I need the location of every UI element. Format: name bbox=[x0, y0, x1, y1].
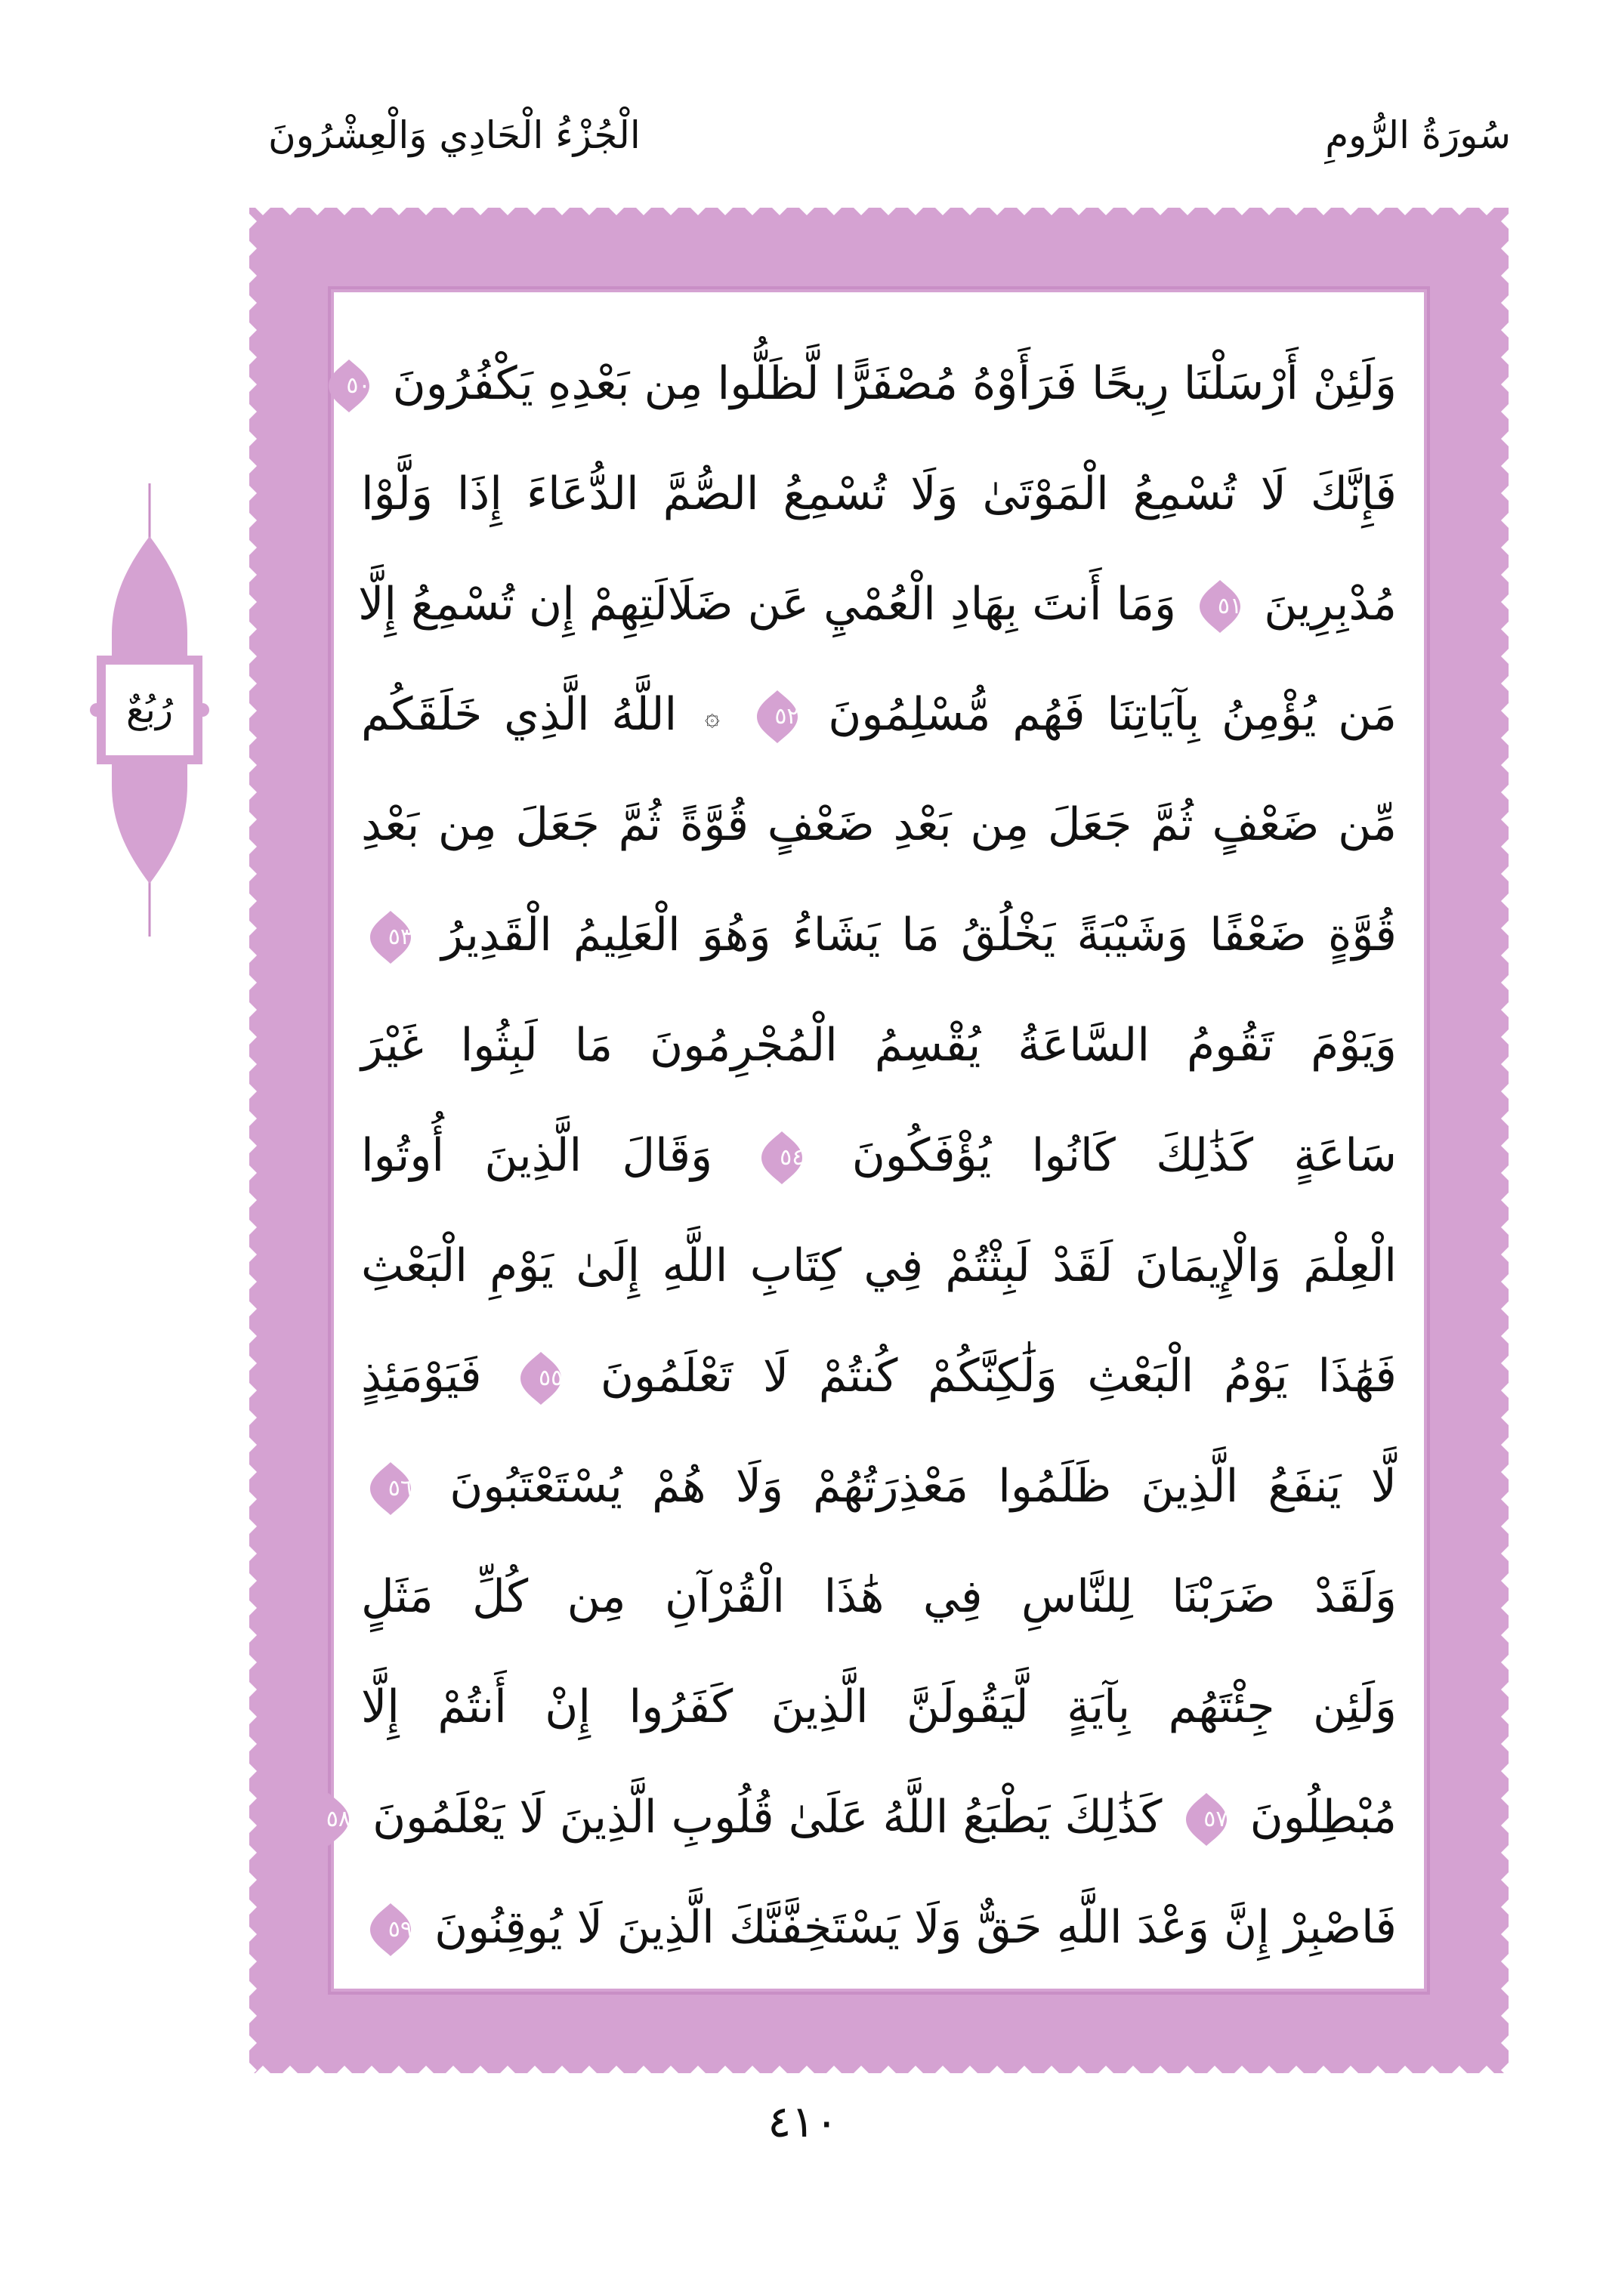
rub-hizb-marker bbox=[89, 483, 210, 937]
ayah-number: ٥٠ bbox=[346, 372, 371, 400]
verse-text: اللَّهُ الَّذِي خَلَقَكُم bbox=[361, 688, 678, 741]
ayah-number: ٥٨ bbox=[326, 1806, 351, 1833]
verse-text: قُوَّةٍ ضَعْفًا وَشَيْبَةً يَخْلُقُ مَا يَشَاءُ وَهُوَ الْعَلِيمُ الْقَدِيرُ bbox=[441, 909, 1397, 961]
ayah-number-marker bbox=[369, 1902, 412, 1958]
verse-text: مُدْبِرِينَ bbox=[1264, 578, 1397, 631]
verse-text: وَلَئِنْ أَرْسَلْنَا رِيحًا فَرَأَوْهُ مُصْفَرًّا لَّظَلُّوا مِن بَعْدِهِ يَكْفُرُونَ bbox=[392, 357, 1397, 410]
verse-text: مِّن ضَعْفٍ ثُمَّ جَعَلَ مِن بَعْدِ ضَعْفٍ قُوَّةً ثُمَّ جَعَلَ مِن بَعْدِ bbox=[361, 798, 1397, 851]
ayah-number: ٥٦ bbox=[388, 1475, 412, 1502]
verse-line bbox=[361, 1321, 1397, 1431]
verse-text: لَّا يَنفَعُ الَّذِينَ ظَلَمُوا مَعْذِرَتُهُمْ وَلَا هُمْ يُسْتَعْتَبُونَ bbox=[449, 1460, 1397, 1513]
verse-text: مَن يُؤْمِنُ بِآيَاتِنَا فَهُم مُّسْلِمُونَ bbox=[828, 688, 1398, 741]
verse-line bbox=[361, 990, 1397, 1100]
ayah-number-marker bbox=[1184, 1791, 1228, 1847]
verse-line bbox=[361, 770, 1397, 880]
ayah-number: ٥٢ bbox=[774, 703, 799, 730]
verse-text: وَلَئِن جِئْتَهُم بِآيَةٍ لَّيَقُولَنَّ الَّذِينَ كَفَرُوا إِنْ أَنتُمْ إِلَّا bbox=[361, 1680, 1397, 1733]
verse-text: مُبْطِلُونَ bbox=[1249, 1791, 1397, 1844]
ayah-number-marker bbox=[307, 1791, 351, 1847]
ayah-number: ٥٣ bbox=[388, 924, 412, 951]
verse-line bbox=[361, 1100, 1397, 1211]
verse-text: فَاصْبِرْ إِنَّ وَعْدَ اللَّهِ حَقٌّ وَلَا يَسْتَخِفَّنَّكَ الَّذِينَ لَا يُوقِنُونَ bbox=[434, 1901, 1397, 1954]
verse-text: فَإِنَّكَ لَا تُسْمِعُ الْمَوْتَىٰ وَلَا تُسْمِعُ الصُّمَّ الدُّعَاءَ إِذَا وَلَّوْا bbox=[361, 468, 1397, 520]
verse-line bbox=[358, 549, 1397, 659]
verse-text: وَقَالَ الَّذِينَ أُوتُوا bbox=[361, 1129, 713, 1182]
ayah-number: ٥٤ bbox=[780, 1144, 805, 1171]
verse-line bbox=[361, 1652, 1397, 1762]
verse-line bbox=[361, 880, 1397, 990]
ayah-number: ٥١ bbox=[1217, 593, 1243, 620]
hizb-star-icon: ۞ bbox=[704, 702, 720, 733]
quran-text-panel bbox=[326, 292, 1424, 1989]
verse-text: وَلَقَدْ ضَرَبْنَا لِلنَّاسِ فِي هَٰذَا الْقُرْآنِ مِن كُلِّ مَثَلٍ bbox=[361, 1570, 1397, 1623]
ayah-number-marker bbox=[369, 909, 412, 965]
verse-line bbox=[346, 329, 1397, 439]
verse-text: وَمَا أَنتَ بِهَادِ الْعُمْيِ عَن ضَلَالَتِهِمْ إِن تُسْمِعُ إِلَّا bbox=[358, 578, 1177, 631]
ayah-number: ٥٧ bbox=[1203, 1806, 1228, 1833]
ayah-number-marker bbox=[369, 1461, 412, 1517]
verse-text: وَيَوْمَ تَقُومُ السَّاعَةُ يُقْسِمُ الْمُجْرِمُونَ مَا لَبِثُوا غَيْرَ bbox=[361, 1019, 1397, 1072]
ayah-number-marker bbox=[519, 1350, 563, 1406]
ayah-number-marker bbox=[327, 358, 371, 414]
verse-line bbox=[361, 659, 1397, 770]
verse-line bbox=[361, 1431, 1397, 1541]
page-frame bbox=[249, 208, 1509, 2073]
rub-label: رُبُعٌ bbox=[125, 689, 174, 731]
ayah-number-marker bbox=[1198, 579, 1242, 634]
verse-line bbox=[361, 1872, 1397, 1983]
verse-line bbox=[326, 1762, 1397, 1872]
verse-line bbox=[361, 439, 1397, 549]
verse-line bbox=[361, 1211, 1397, 1321]
verse-text: فَهَٰذَا يَوْمُ الْبَعْثِ وَلَٰكِنَّكُمْ كُنتُمْ لَا تَعْلَمُونَ bbox=[600, 1350, 1397, 1403]
surah-name-header: سُورَةُ الرُّومِ bbox=[1325, 113, 1511, 157]
verse-text: سَاعَةٍ كَذَٰلِكَ كَانُوا يُؤْفَكُونَ bbox=[851, 1129, 1397, 1182]
ayah-number: ٥٥ bbox=[538, 1365, 564, 1392]
ayah-number-marker bbox=[760, 1130, 804, 1186]
page-number: ٤١٠ bbox=[767, 2096, 839, 2147]
ayah-number-marker bbox=[755, 689, 799, 745]
verse-text: الْعِلْمَ وَالْإِيمَانَ لَقَدْ لَبِثْتُمْ فِي كِتَابِ اللَّهِ إِلَىٰ يَوْمِ الْبَعْثِ bbox=[361, 1239, 1397, 1292]
verse-text: فَيَوْمَئِذٍ bbox=[361, 1350, 482, 1403]
verse-text: كَذَٰلِكَ يَطْبَعُ اللَّهُ عَلَىٰ قُلُوبِ الَّذِينَ لَا يَعْلَمُونَ bbox=[372, 1791, 1163, 1844]
ayah-number: ٥٩ bbox=[388, 1916, 412, 1943]
juz-name-header: الْجُزْءُ الْحَادِي وَالْعِشْرُونَ bbox=[268, 113, 641, 157]
verse-line bbox=[361, 1541, 1397, 1652]
